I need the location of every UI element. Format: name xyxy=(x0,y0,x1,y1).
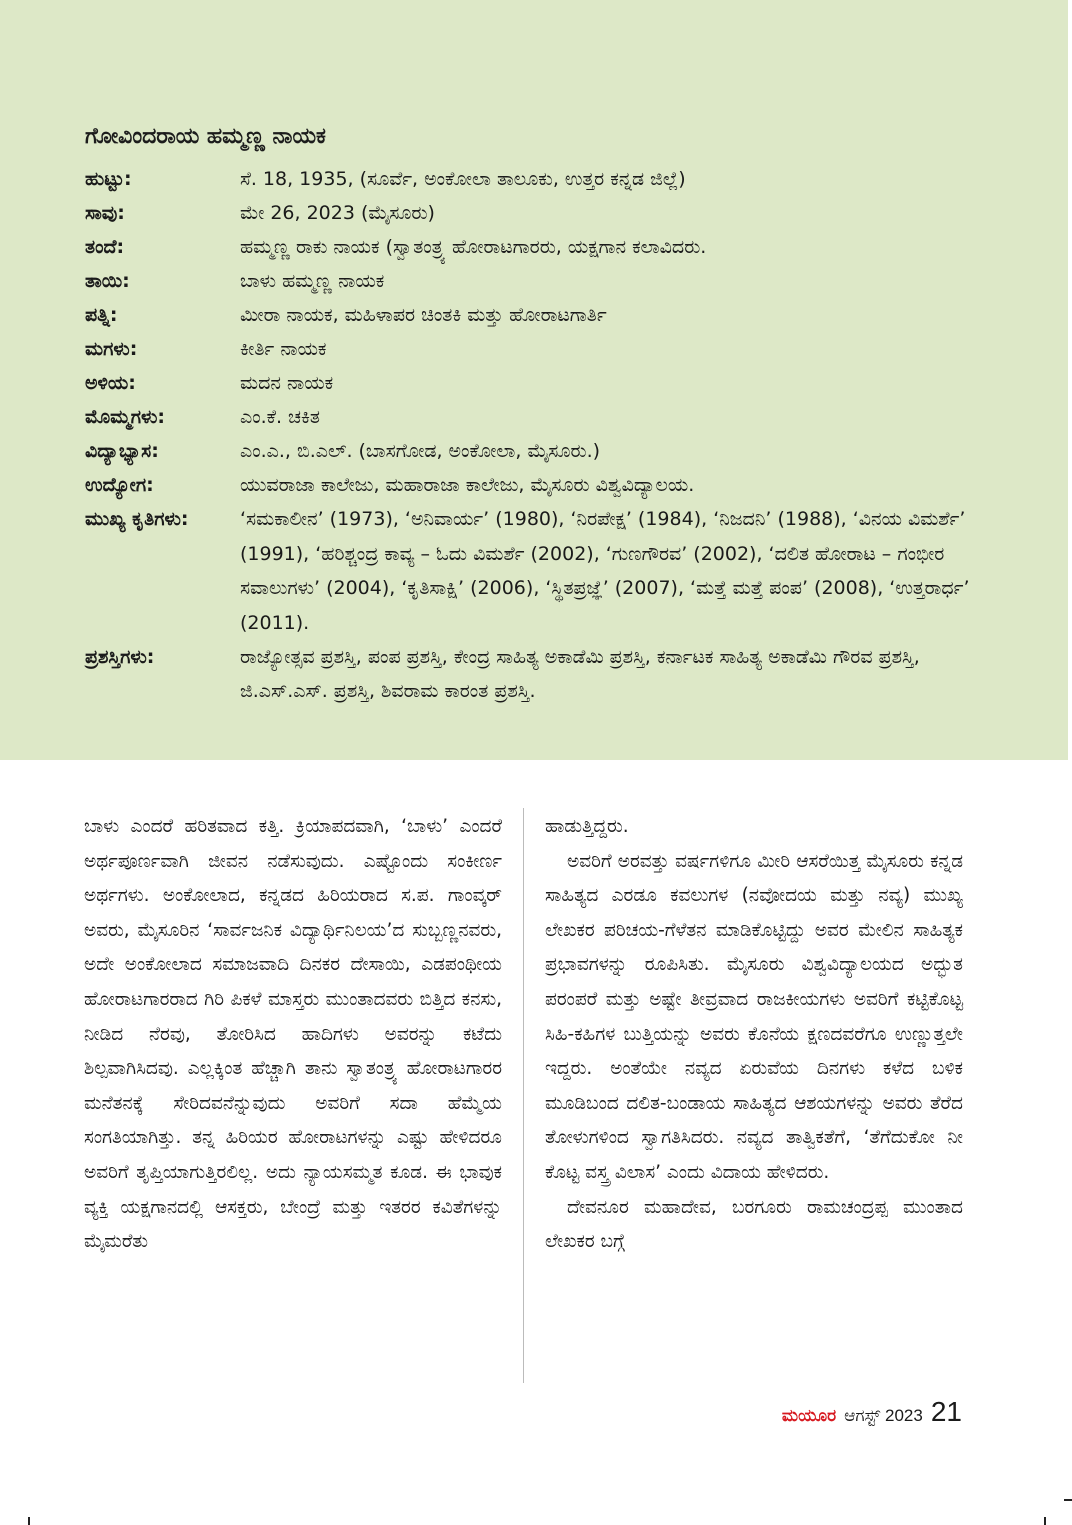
row-value: ಹಮ್ಮಣ್ಣ ರಾಕು ನಾಯಕ (ಸ್ವಾತಂತ್ರ್ಯ ಹೋರಾಟಗಾರರು, ಯಕ್ಷಗಾನ ಕಲಾವಿದರು. xyxy=(240,236,707,258)
row-label: ಅಳಿಯ: xyxy=(85,372,136,394)
row-value: ಸೆ. 18, 1935, (ಸೂರ್ವೆ, ಅಂಕೋಲಾ ತಾಲೂಕು, ಉತ್ತರ ಕನ್ನಡ ಜಿಲ್ಲೆ) xyxy=(240,168,686,190)
crop-mark-bottom-right xyxy=(1044,1517,1046,1525)
row-label: ಮುಖ್ಯ ಕೃತಿಗಳು: xyxy=(85,508,189,530)
row-value: ರಾಜ್ಯೋತ್ಸವ ಪ್ರಶಸ್ತಿ, ಪಂಪ ಪ್ರಶಸ್ತಿ, ಕೇಂದ್ರ ಸಾಹಿತ್ಯ ಅಕಾಡೆಮಿ ಪ್ರಶಸ್ತಿ, ಕರ್ನಾಟಕ ಸಾಹಿತ್ಯ ಅಕಾಡೆಮಿ ಗೌರವ ಪ್ರಶಸ್ತಿ, ಜಿ.ಎಸ್.ಎಸ್. ಪ್ರಶಸ್ತಿ, ಶಿವರಾಮ ಕಾರಂತ ಪ್ರಶಸ್ತಿ. xyxy=(240,646,920,702)
row-label: ಪ್ರಶಸ್ತಿಗಳು: xyxy=(85,646,155,668)
row-value: ‘ಸಮಕಾಲೀನ’ (1973), ‘ಅನಿವಾರ್ಯ’ (1980), ‘ನಿರಪೇಕ್ಷ’ (1984), ‘ನಿಜದನಿ’ (1988), ‘ವಿನಯ ವಿಮರ್ಶೆ’ (1991), ‘ಹರಿಶ್ಚಂದ್ರ ಕಾವ್ಯ – ಓದು ವಿಮರ್ಶೆ (2002), ‘ಗುಣಗೌರವ’ (2002), ‘ದಲಿತ ಹೋರಾಟ – ಗಂಭೀರ ಸವಾಲುಗಳು’ (2004), ‘ಕೃತಿಸಾಕ್ಷಿ’ (2006), ‘ಸ್ಥಿತಪ್ರಜ್ಞೆ’ (2007), ‘ಮತ್ತೆ ಮತ್ತೆ ಪಂಪ’ (2008), ‘ಉತ್ತರಾರ್ಧ’ (2011). xyxy=(240,508,970,634)
infobox-row-awards xyxy=(85,640,985,708)
column-divider xyxy=(523,808,524,1383)
infobox-row-death xyxy=(85,196,985,230)
crop-mark-bottom-left xyxy=(28,1517,30,1525)
row-label: ಹುಟ್ಟು: xyxy=(85,168,132,190)
infobox-row-employment xyxy=(85,468,985,502)
infobox-row-mother xyxy=(85,264,985,298)
issue-date: ಆಗಸ್ಟ್ 2023 xyxy=(844,1406,923,1425)
infobox-row-father xyxy=(85,230,985,264)
paragraph: ದೇವನೂರ ಮಹಾದೇವ, ಬರಗೂರು ರಾಮಚಂದ್ರಪ್ಪ ಮುಂತಾದ ಲೇಖಕರ ಬಗ್ಗೆ xyxy=(545,1196,963,1253)
row-label: ತಂದೆ: xyxy=(85,236,125,258)
row-value: ಯುವರಾಜಾ ಕಾಲೇಜು, ಮಹಾರಾಜಾ ಕಾಲೇಜು, ಮೈಸೂರು ವಿಶ್ವವಿದ್ಯಾಲಯ. xyxy=(240,474,695,496)
infobox-row-birth xyxy=(85,162,985,196)
page-footer xyxy=(782,1396,962,1428)
infobox-row-education xyxy=(85,434,985,468)
infobox-title: ಗೋವಿಂದರಾಯ ಹಮ್ಮಣ್ಣ ನಾಯಕ xyxy=(85,124,326,149)
row-label: ತಾಯಿ: xyxy=(85,270,130,292)
infobox-rows xyxy=(85,162,985,708)
row-value: ಮೀರಾ ನಾಯಕ, ಮಹಿಳಾಪರ ಚಿಂತಕಿ ಮತ್ತು ಹೋರಾಟಗಾರ್ತಿ xyxy=(240,304,607,326)
infobox-row-wife xyxy=(85,298,985,332)
row-value: ಮದನ ನಾಯಕ xyxy=(240,372,334,394)
article-column-left xyxy=(84,810,502,1260)
biography-infobox xyxy=(0,0,1068,760)
crop-mark-right xyxy=(1064,1499,1072,1501)
infobox-row-daughter xyxy=(85,332,985,366)
row-label: ಸಾವು: xyxy=(85,202,125,224)
row-label: ಮೊಮ್ಮಗಳು: xyxy=(85,406,165,428)
article-column-right xyxy=(545,810,963,1260)
row-value: ಮೇ 26, 2023 (ಮೈಸೂರು) xyxy=(240,202,435,224)
row-label: ವಿದ್ಯಾಭ್ಯಾಸ: xyxy=(85,440,159,462)
infobox-row-granddaughter xyxy=(85,400,985,434)
row-value: ಬಾಳು ಹಮ್ಮಣ್ಣ ನಾಯಕ xyxy=(240,270,385,292)
row-value: ಎಂ.ಎ., ಬಿ.ಎಲ್. (ಬಾಸಗೋಡ, ಅಂಕೋಲಾ, ಮೈಸೂರು.) xyxy=(240,440,601,462)
row-value: ಎಂ.ಕೆ. ಚಕಿತ xyxy=(240,406,320,428)
paragraph: ಬಾಳು ಎಂದರೆ ಹರಿತವಾದ ಕತ್ತಿ. ಕ್ರಿಯಾಪದವಾಗಿ, ‘ಬಾಳು’ ಎಂದರೆ ಅರ್ಥಪೂರ್ಣವಾಗಿ ಜೀವನ ನಡೆಸುವುದು. ಎಷ್ಟೊಂದು ಸಂಕೀರ್ಣ ಅರ್ಥಗಳು. ಅಂಕೋಲಾದ, ಕನ್ನಡದ ಹಿರಿಯರಾದ ಸ.ಪ. ಗಾಂವ್ಕರ್ ಅವರು, ಮೈಸೂರಿನ ‘ಸಾರ್ವಜನಿಕ ವಿದ್ಯಾರ್ಥಿನಿಲಯ’ದ ಸುಬ್ಬಣ್ಣನವರು, ಅದೇ ಅಂಕೋಲಾದ ಸಮಾಜವಾದಿ ದಿನಕರ ದೇಸಾಯಿ, ಎಡಪಂಥೀಯ ಹೋರಾಟಗಾರರಾದ ಗಿರಿ ಪಿಕಳೆ ಮಾಸ್ತರು ಮುಂತಾದವರು ಬಿತ್ತಿದ ಕನಸು, ನೀಡಿದ ನೆರವು, ತೋರಿಸಿದ ಹಾದಿಗಳು ಅವರನ್ನು ಕಟೆದು ಶಿಲ್ಪವಾಗಿಸಿದವು. ಎಲ್ಲಕ್ಕಿಂತ ಹೆಚ್ಚಾಗಿ ತಾನು ಸ್ವಾತಂತ್ರ್ಯ ಹೋರಾಟಗಾರರ ಮನೆತನಕ್ಕೆ ಸೇರಿದವನೆನ್ನುವುದು ಅವರಿಗೆ ಸದಾ ಹೆಮ್ಮೆಯ ಸಂಗತಿಯಾಗಿತ್ತು. ತನ್ನ ಹಿರಿಯರ ಹೋರಾಟಗಳನ್ನು ಎಷ್ಟು ಹೇಳಿದರೂ ಅವರಿಗೆ ತೃಪ್ತಿಯಾಗುತ್ತಿರಲಿಲ್ಲ. ಅದು ನ್ಯಾಯಸಮ್ಮತ ಕೂಡ. ಈ ಭಾವುಕ ವ್ಯಕ್ತಿ ಯಕ್ಷಗಾನದಲ್ಲಿ ಆಸಕ್ತರು, ಬೇಂದ್ರೆ ಮತ್ತು ಇತರರ ಕವಿತೆಗಳನ್ನು ಮೈಮರೆತು xyxy=(84,816,502,1253)
row-label: ಉದ್ಯೋಗ: xyxy=(85,474,154,496)
magazine-logo: ಮಯೂರ xyxy=(781,1406,837,1426)
row-label: ಪತ್ನಿ: xyxy=(85,304,118,326)
paragraph: ಅವರಿಗೆ ಅರವತ್ತು ವರ್ಷಗಳಿಗೂ ಮೀರಿ ಆಸರೆಯಿತ್ತ ಮೈಸೂರು ಕನ್ನಡ ಸಾಹಿತ್ಯದ ಎರಡೂ ಕವಲುಗಳ (ನವೋದಯ ಮತ್ತು ನವ್ಯ) ಮುಖ್ಯ ಲೇಖಕರ ಪರಿಚಯ-ಗೆಳೆತನ ಮಾಡಿಕೊಟ್ಟಿದ್ದು ಅವರ ಮೇಲಿನ ಸಾಹಿತ್ಯಕ ಪ್ರಭಾವಗಳನ್ನು ರೂಪಿಸಿತು. ಮೈಸೂರು ವಿಶ್ವವಿದ್ಯಾಲಯದ ಅದ್ಭುತ ಪರಂಪರೆ ಮತ್ತು ಅಷ್ಟೇ ತೀವ್ರವಾದ ರಾಜಕೀಯಗಳು ಅವರಿಗೆ ಕಟ್ಟಿಕೊಟ್ಟ ಸಿಹಿ-ಕಹಿಗಳ ಬುತ್ತಿಯನ್ನು ಅವರು ಕೊನೆಯ ಕ್ಷಣದವರೆಗೂ ಉಣ್ಣುತ್ತಲೇ ಇದ್ದರು. ಅಂತೆಯೇ ನವ್ಯದ ಏರುವೆಯ ದಿನಗಳು ಕಳೆದ ಬಳಿಕ ಮೂಡಿಬಂದ ದಲಿತ-ಬಂಡಾಯ ಸಾಹಿತ್ಯದ ಆಶಯಗಳನ್ನು ಅವರು ತೆರೆದ ತೋಳುಗಳಿಂದ ಸ್ವಾಗತಿಸಿದರು. ನವ್ಯದ ತಾತ್ವಿಕತೆಗೆ, ‘ತೆಗೆದುಕೋ ನೀ ಕೊಟ್ಟ ವಸ್ತ್ರ ವಿಲಾಸ’ ಎಂದು ವಿದಾಯ ಹೇಳಿದರು. xyxy=(545,850,963,1183)
row-value: ಕೀರ್ತಿ ನಾಯಕ xyxy=(240,338,327,360)
page-number: 21 xyxy=(930,1396,962,1427)
infobox-row-son-in-law xyxy=(85,366,985,400)
row-label: ಮಗಳು: xyxy=(85,338,138,360)
paragraph: ಹಾಡುತ್ತಿದ್ದರು. xyxy=(545,816,629,837)
infobox-row-major-works xyxy=(85,502,985,640)
